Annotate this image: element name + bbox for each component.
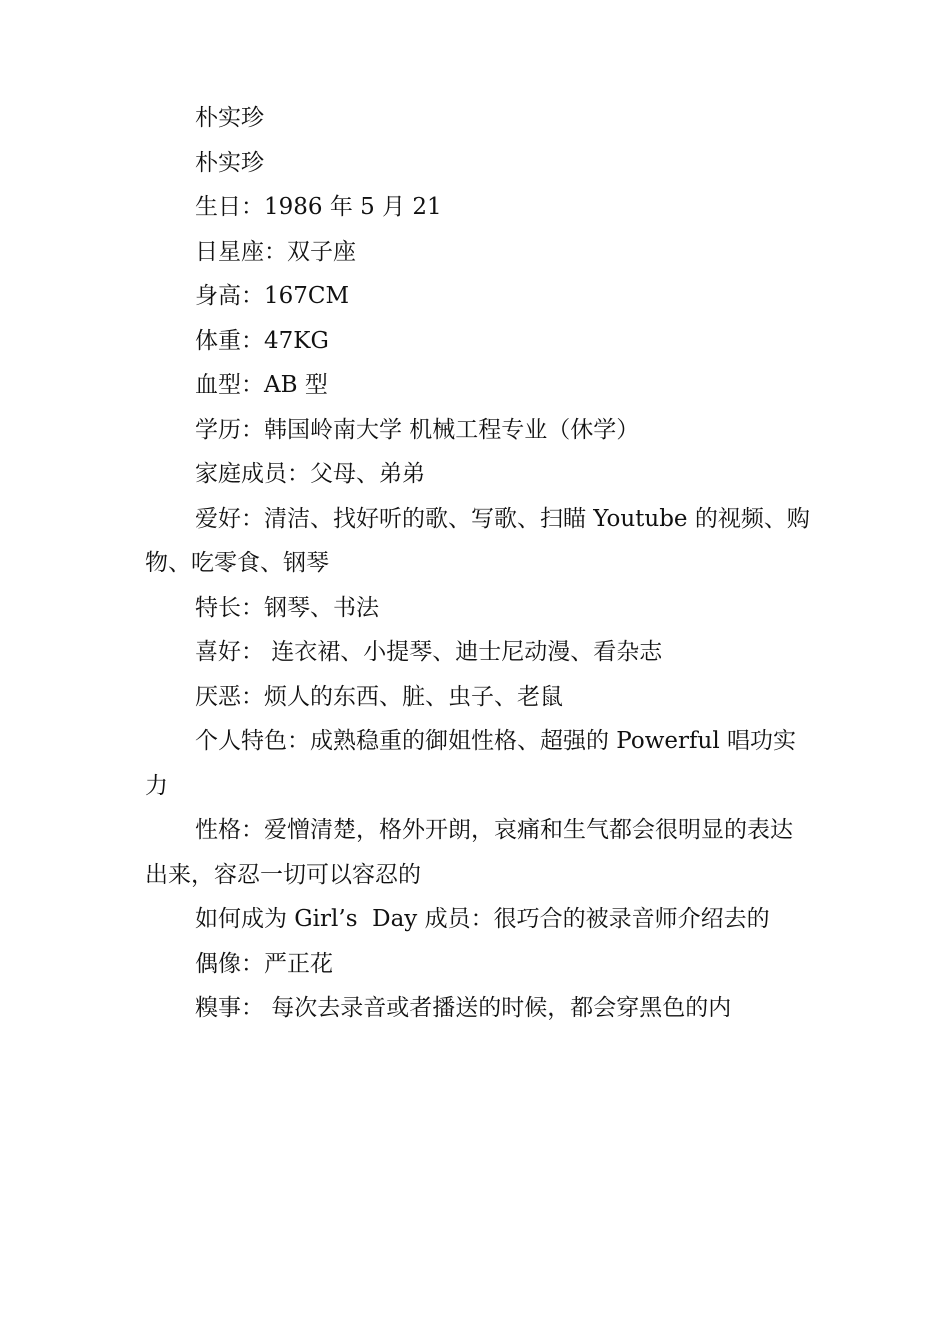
birthday-line: 生日：1986 年 5 月 21 [195, 194, 442, 220]
dislikes-line: 厌恶：烦人的东西、脏、虫子、老鼠 [195, 683, 563, 710]
education-line: 学历：韩国岭南大学 机械工程专业（休学） [195, 416, 640, 443]
embarrassing-story-paragraph: 糗事： 每次去录音或者播送的时候，都会穿黑色的内 [195, 995, 732, 1021]
family-line: 家庭成员：父母、弟弟 [195, 461, 425, 487]
personality-paragraph: 性格：爱憎清楚，格外开朗，哀痛和生气都会很明显的表达出来，容忍一切可以容忍的 [145, 817, 793, 888]
likes-line: 喜好： 连衣裙、小提琴、迪士尼动漫、看杂志 [195, 639, 663, 665]
title-line: 朴实珍 [195, 105, 264, 131]
name-line: 朴实珍 [195, 149, 264, 176]
how-joined-paragraph: 如何成为 Girl’s Day 成员：很巧合的被录音师介绍去的 [195, 906, 770, 932]
personal-traits-paragraph: 个人特色：成熟稳重的御姐性格、超强的 Powerful 唱功实力 [145, 728, 796, 799]
idol-line: 偶像：严正花 [195, 950, 333, 977]
zodiac-line: 日星座：双子座 [195, 238, 356, 265]
specialty-line: 特长：钢琴、书法 [195, 594, 379, 621]
height-line: 身高：167CM [195, 283, 350, 309]
blood-type-line: 血型：AB 型 [195, 372, 328, 398]
document-body [145, 96, 810, 1031]
hobbies-paragraph: 爱好：清洁、找好听的歌、写歌、扫瞄 Youtube 的视频、购物、吃零食、钢琴 [145, 505, 810, 576]
weight-line: 体重：47KG [195, 327, 329, 354]
